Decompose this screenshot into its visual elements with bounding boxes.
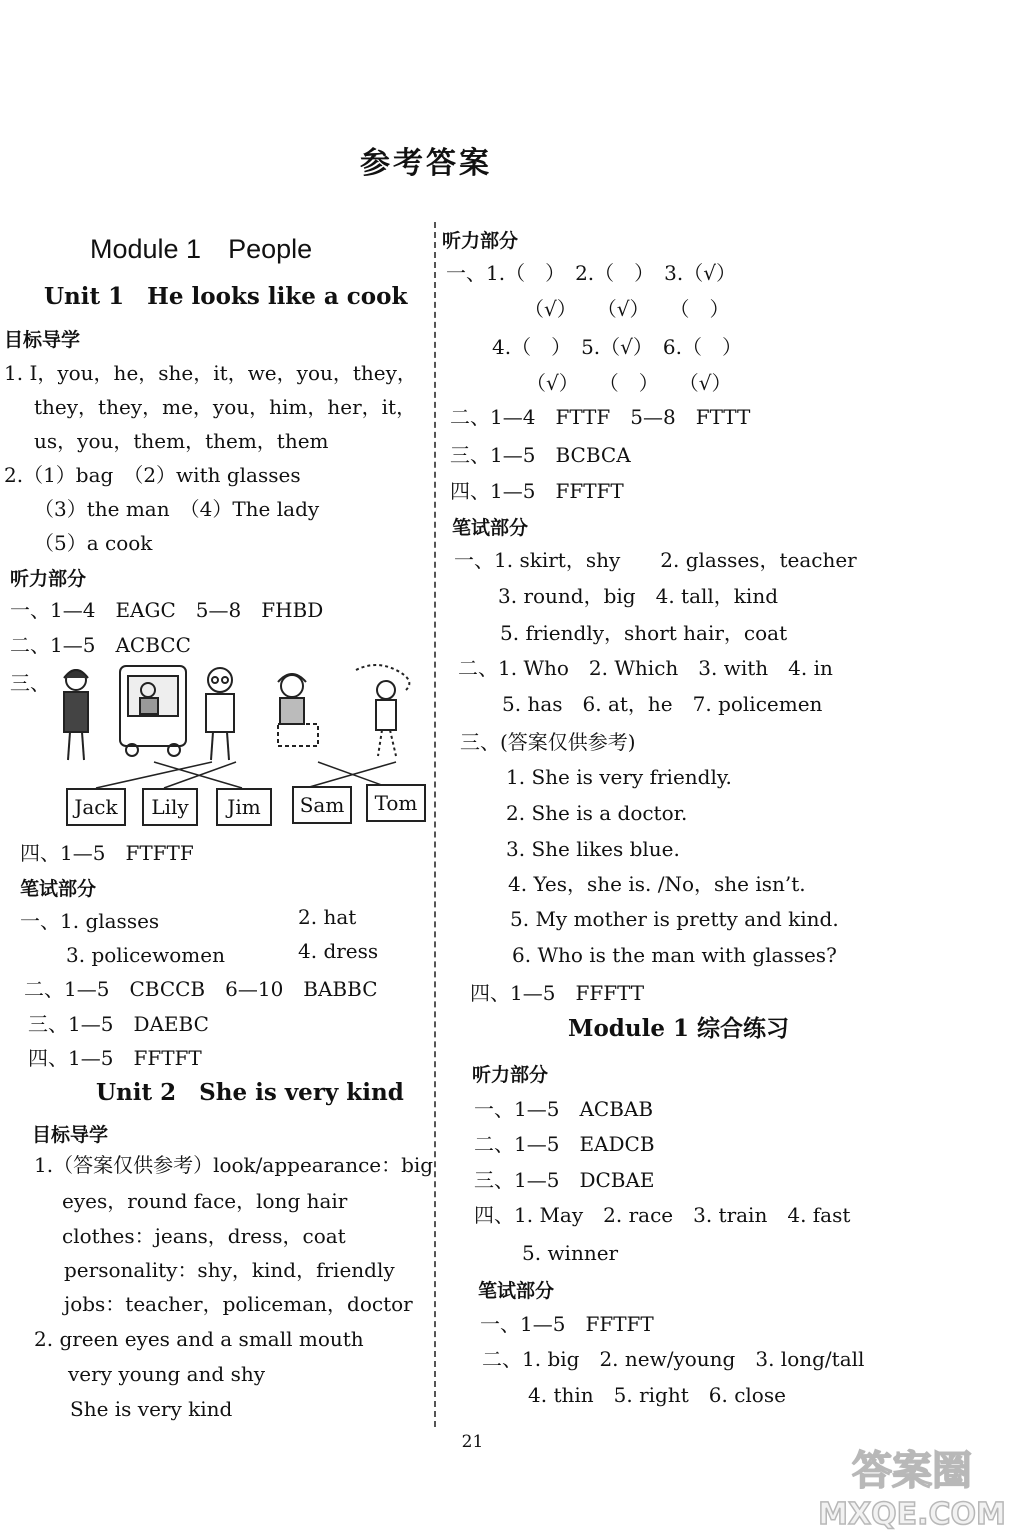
writing-line: 3. She likes blue.: [506, 837, 680, 861]
writing-line: 3. round，big 4. tall，kind: [498, 584, 778, 608]
matching-figure: [56, 660, 436, 830]
writing-line: 1. She is very friendly.: [506, 765, 732, 789]
goal-heading: 目标导学: [4, 329, 81, 351]
mix-listening-line: 一、1—5 ACBAB: [474, 1097, 654, 1121]
page-number: 21: [461, 1432, 484, 1452]
mix-title: Module 1 综合练习: [568, 1015, 789, 1042]
unit2-title: Unit 2 She is very kind: [96, 1079, 404, 1106]
watermark-bottom: MXQE.COM: [818, 1497, 1006, 1532]
goal-line: （5）a cook: [34, 531, 153, 555]
goal2-line: 1.（答案仅供参考）look/appearance：big: [34, 1153, 434, 1177]
name-box-jack: Jack: [66, 788, 126, 826]
writing-heading: 笔试部分: [20, 878, 97, 900]
writing-line: 2. hat: [298, 905, 357, 929]
goal2-line: She is very kind: [70, 1397, 233, 1421]
listening-line: 三、: [10, 671, 50, 695]
writing-line: 三、(答案仅供参考): [460, 730, 636, 754]
writing-heading: 笔试部分: [452, 517, 529, 539]
goal-line: （3）the man （4）The lady: [34, 497, 320, 521]
mix-writing-line: 一、1—5 FFTFT: [480, 1312, 654, 1336]
mix-writing-line: 4. thin 5. right 6. close: [528, 1383, 786, 1407]
unit1-title: Unit 1 He looks like a cook: [44, 283, 408, 310]
writing-line: 4. Yes，she is. /No，she isn’t.: [508, 872, 806, 896]
writing-line: 3. policewomen: [66, 943, 225, 967]
listening-line: （√） （ ） （√）: [526, 371, 732, 395]
writing-line: 二、1. Who 2. Which 3. with 4. in: [458, 656, 833, 680]
listening-heading: 听力部分: [442, 230, 519, 252]
goal2-line: jobs：teacher，policeman，doctor: [64, 1292, 413, 1316]
listening-line: 二、1—5 ACBCC: [10, 633, 191, 657]
listening-line: 一、1.（ ） 2.（ ） 3.（√）: [446, 261, 736, 285]
listening-heading: 听力部分: [10, 568, 87, 590]
name-box-tom: Tom: [366, 784, 426, 822]
name-box-lily: Lily: [142, 788, 198, 826]
writing-line: 三、1—5 DAEBC: [28, 1012, 209, 1036]
listening-line: （√） （√） （ ）: [524, 297, 730, 321]
module-title: Module 1 People: [90, 234, 313, 264]
mix-listening-heading: 听力部分: [472, 1064, 549, 1086]
name-box-jim: Jim: [216, 788, 272, 826]
writing-line: 一、1. skirt，shy 2. glasses，teacher: [454, 548, 857, 572]
goal-line: us，you，them，them，them: [34, 429, 329, 453]
mix-listening-line: 二、1—5 EADCB: [474, 1132, 655, 1156]
writing-line: 5. My mother is pretty and kind.: [510, 907, 839, 931]
goal2-line: personality：shy，kind，friendly: [64, 1258, 395, 1282]
page-title: 参考答案: [360, 146, 492, 181]
goal-line: 2.（1）bag （2）with glasses: [4, 463, 301, 487]
goal2-heading: 目标导学: [32, 1124, 109, 1146]
listening-line: 4.（ ） 5.（√） 6.（ ）: [492, 335, 742, 359]
watermark-top: 答案圈: [852, 1448, 972, 1494]
writing-line: 5. friendly，short hair，coat: [500, 621, 788, 645]
listening-line: 三、1—5 BCBCA: [450, 443, 631, 467]
goal2-line: clothes：jeans，dress，coat: [62, 1224, 346, 1248]
mix-listening-line: 5. winner: [522, 1241, 619, 1265]
mix-listening-line: 四、1. May 2. race 3. train 4. fast: [474, 1203, 851, 1227]
writing-line: 4. dress: [298, 939, 379, 963]
listening-line: 四、1—5 FTFTF: [20, 841, 194, 865]
name-box-sam: Sam: [292, 786, 352, 824]
writing-line: 四、1—5 FFFTT: [470, 981, 645, 1005]
goal-line: 1. I，you，he，she，it，we，you，they，: [4, 361, 417, 385]
writing-line: 一、1. glasses: [20, 909, 160, 933]
goal2-line: very young and shy: [68, 1362, 266, 1386]
writing-line: 二、1—5 CBCCB 6—10 BABBC: [24, 977, 378, 1001]
writing-line: 6. Who is the man with glasses?: [512, 943, 837, 967]
listening-line: 二、1—4 FTTF 5—8 FTTT: [450, 405, 751, 429]
mix-writing-line: 二、1. big 2. new/young 3. long/tall: [482, 1347, 865, 1371]
writing-line: 四、1—5 FFTFT: [28, 1046, 202, 1070]
goal-line: they，they，me，you，him，her，it，: [34, 395, 417, 419]
listening-line: 四、1—5 FFTFT: [450, 479, 624, 503]
mix-listening-line: 三、1—5 DCBAE: [474, 1168, 655, 1192]
watermark-logo: [800, 1436, 1025, 1532]
goal2-line: eyes，round face，long hair: [62, 1189, 348, 1213]
writing-line: 2. She is a doctor.: [506, 801, 688, 825]
writing-line: 5. has 6. at，he 7. policemen: [502, 692, 823, 716]
mix-writing-heading: 笔试部分: [478, 1280, 555, 1302]
listening-line: 一、1—4 EAGC 5—8 FHBD: [10, 598, 324, 622]
goal2-line: 2. green eyes and a small mouth: [34, 1327, 364, 1351]
